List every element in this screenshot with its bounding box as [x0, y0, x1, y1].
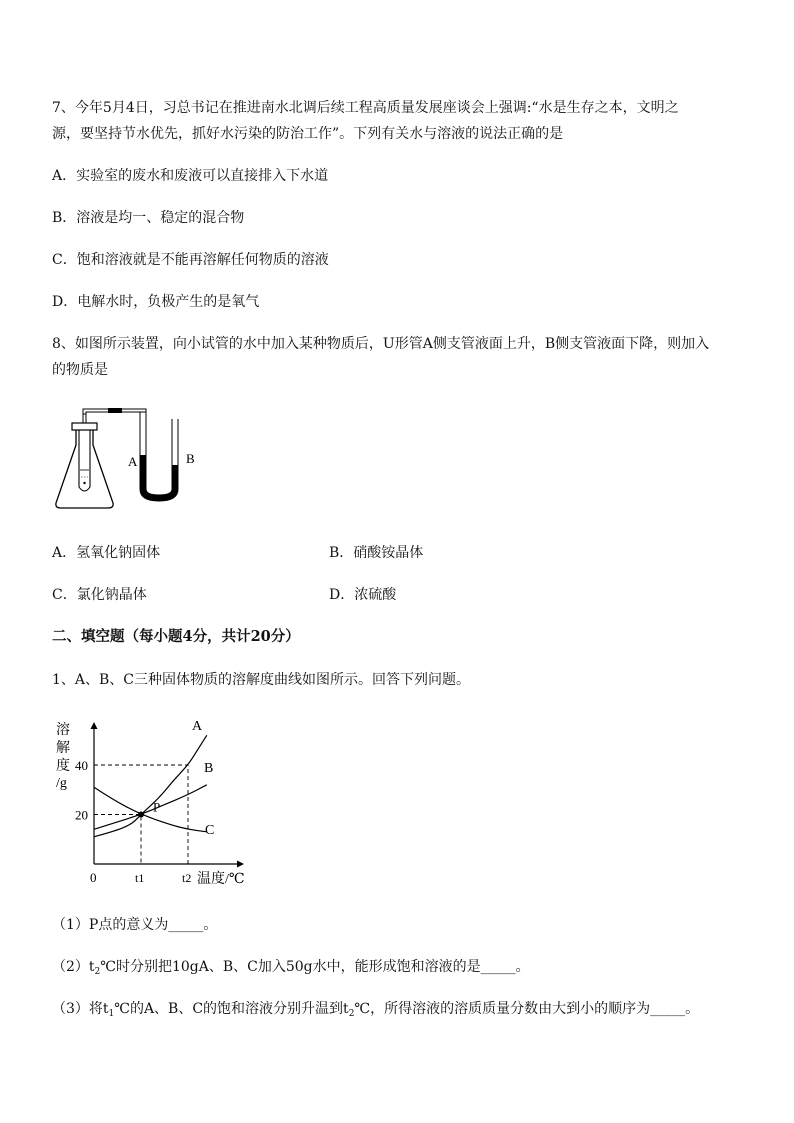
label-a: A [128, 454, 138, 469]
fill1-stem: 1、A、B、C三种固体物质的溶解度曲线如图所示。回答下列问题。 [52, 672, 471, 688]
q8-stem-line1: 8、如图所示装置，向小试管的水中加入某种物质后，U形管A侧支管液面上升，B侧支管液面下降，则加入 [52, 336, 710, 352]
solubility-chart [52, 712, 252, 892]
x-axis-title: 温度/℃ [197, 872, 245, 887]
q7-option-c: C．饱和溶液就是不能再溶解任何物质的溶液 [52, 252, 329, 268]
curve-a [94, 735, 207, 836]
q7-option-d: D．电解水时，负极产生的是氧气 [52, 294, 260, 310]
y-axis-label-char: 度 [56, 759, 70, 774]
fill1-q3 [52, 999, 699, 1024]
apparatus-figure [48, 405, 208, 515]
q7-stem-line1: 7、今年5月4日，习总书记在推进南水北调后续工程高质量发展座谈会上强调:“水是生存之本，文明之 [52, 100, 679, 116]
curve-label-a: A [192, 719, 203, 734]
fill1-q2-part-b: ℃时分别把10gA、B、C加入50g水中，能形成饱和溶液的是_____。 [100, 959, 530, 975]
p-point-label: P [153, 799, 161, 815]
q8-option-d: D．浓硫酸 [329, 587, 397, 603]
rubber-tube [108, 408, 122, 413]
y-axis-label-char: 溶 [56, 723, 70, 738]
q7-option-a: A．实验室的废水和废液可以直接排入下水道 [52, 168, 329, 184]
flask-body [56, 427, 113, 508]
curve-label-b: B [204, 761, 214, 776]
fill1-q1: （1）P点的意义为_____。 [52, 917, 218, 933]
fill1-q3-part-c: ℃，所得溶液的溶质质量分数由大到小的顺序为_____。 [354, 1001, 700, 1017]
curve-label-c: C [205, 823, 215, 838]
y-axis-arrow [91, 722, 98, 729]
fill1-q2-sub: 2 [94, 967, 101, 977]
x-axis-arrow [237, 861, 244, 868]
origin-label: 0 [90, 870, 97, 885]
q8-option-a: A．氢氧化钠固体 [52, 545, 161, 561]
label-b: B [186, 451, 195, 466]
q7-stem-line2: 源，要坚持节水优先，抓好水污染的防治工作”。下列有关水与溶液的说法正确的是 [52, 126, 564, 142]
y-axis-label-char: 解 [56, 741, 70, 756]
y-tick-label: 40 [75, 758, 88, 773]
fill1-q2-part-a: （2）t [52, 959, 95, 975]
flask-stopper [72, 423, 97, 430]
curve-b [94, 785, 207, 830]
q8-stem-line2: 的物质是 [52, 362, 108, 378]
x-tick-label: t1 [135, 871, 145, 885]
q7-option-b: B．溶液是均一、稳定的混合物 [52, 210, 245, 226]
y-tick-label: 20 [75, 807, 88, 823]
p-point [138, 812, 144, 818]
q8-option-b: B．硝酸铵晶体 [329, 545, 424, 561]
fill1-q3-sub2: 2 [348, 1009, 355, 1019]
q8-option-c: C．氯化钠晶体 [52, 587, 147, 603]
y-axis-label-char: /g [56, 776, 67, 791]
fill1-q3-part-b: ℃的A、B、C的饱和溶液分别升温到t [114, 1001, 349, 1017]
fill1-q3-sub1: 1 [108, 1009, 115, 1019]
x-tick-label: t2 [182, 871, 192, 885]
fill1-q2 [52, 957, 530, 982]
fill1-q3-part-a: （3）将t [52, 1001, 109, 1017]
flask-pipe [83, 414, 86, 423]
section2-title: 二、填空题（每小题4分，共计20分） [52, 628, 300, 645]
